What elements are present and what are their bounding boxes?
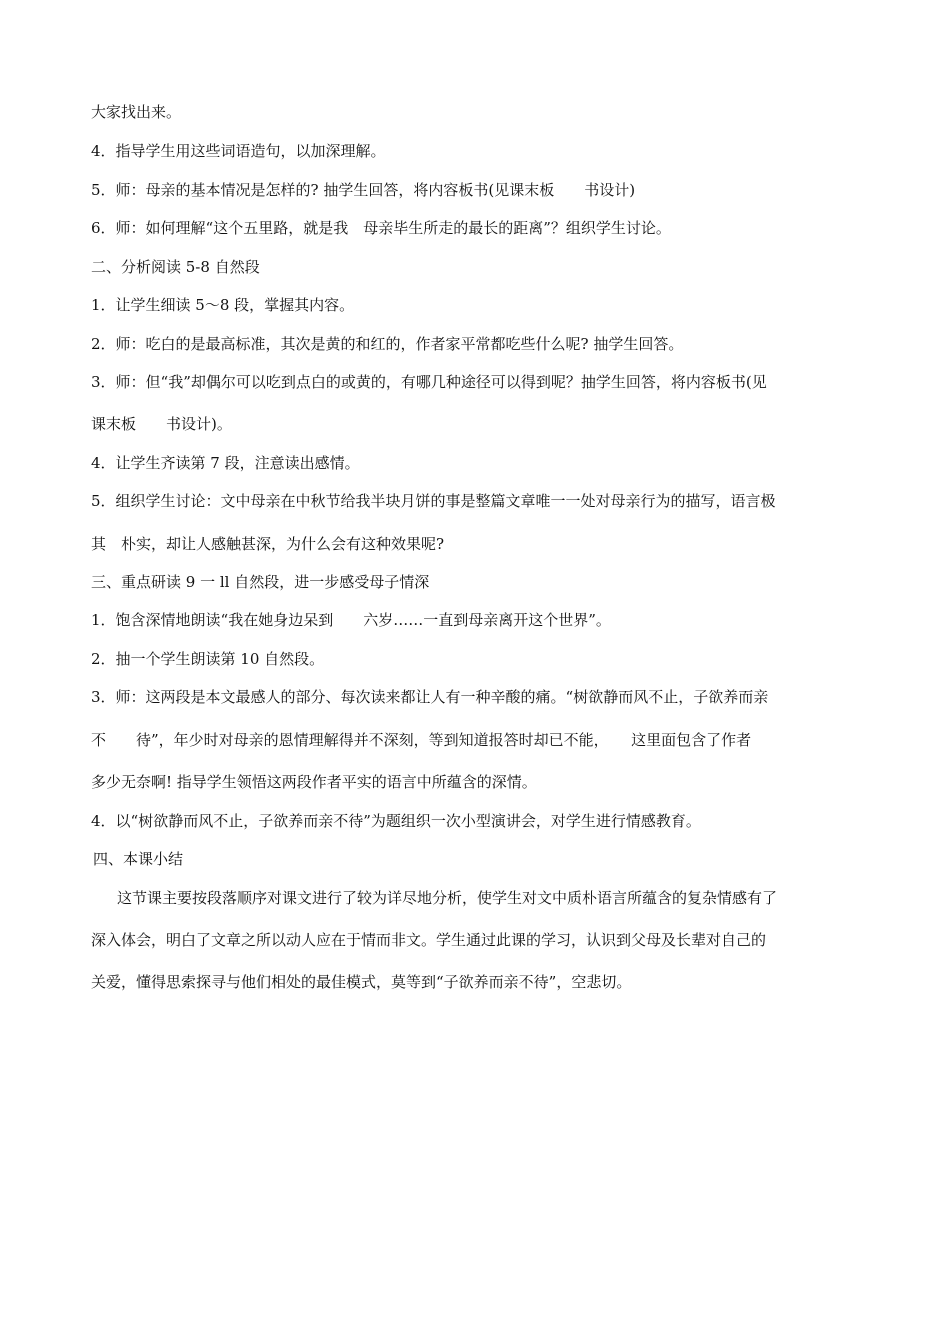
- text-line: 5．组织学生讨论：文中母亲在中秋节给我半块月饼的事是整篇文章唯一一处对母亲行为的描写，语言极: [91, 492, 776, 510]
- text-line: 关爱，懂得思索探寻与他们相处的最佳模式，莫等到“子欲养而亲不待”，空悲切。: [91, 973, 632, 991]
- text-line: 2．师：吃白的是最高标准，其次是黄的和红的，作者家平常都吃些什么呢? 抽学生回答。: [91, 335, 684, 353]
- text-line: 这节课主要按段落顺序对课文进行了较为详尽地分析，使学生对文中质朴语言所蕴含的复杂情感有了: [117, 889, 778, 907]
- text-line: 4．指导学生用这些词语造句，以加深理解。: [91, 142, 386, 160]
- section-heading: 三、重点研读 9 一 ll 自然段，进一步感受母子情深: [91, 573, 430, 591]
- text-line: 3．师：但“我”却偶尔可以吃到点白的或黄的，有哪几种途径可以得到呢？抽学生回答，将内容板书(见: [91, 373, 767, 391]
- text-line: 深入体会，明白了文章之所以动人应在于情而非文。学生通过此课的学习，认识到父母及长辈对自己的: [91, 931, 767, 949]
- section-heading: 四、本课小结: [93, 850, 184, 868]
- text-line: 6．师：如何理解“这个五里路，就是我 母亲毕生所走的最长的距离”？组织学生讨论。: [91, 219, 671, 237]
- text-line: 4．让学生齐读第 7 段，注意读出感情。: [91, 454, 360, 472]
- text-line: 5．师：母亲的基本情况是怎样的? 抽学生回答，将内容板书(见课末板 书设计): [91, 181, 636, 199]
- text-line: 4．以“树欲静而风不止，子欲养而亲不待”为题组织一次小型演讲会，对学生进行情感教育。: [91, 812, 701, 830]
- text-line: 课末板 书设计)。: [91, 415, 232, 433]
- text-line: 其 朴实，却让人感触甚深，为什么会有这种效果呢?: [91, 535, 445, 553]
- text-line: 1．让学生细读 5～8 段，掌握其内容。: [91, 296, 355, 314]
- text-line: 大家找出来。: [91, 103, 182, 121]
- section-heading: 二、分析阅读 5-8 自然段: [91, 258, 260, 276]
- text-line: 2．抽一个学生朗读第 10 自然段。: [91, 650, 325, 668]
- text-line: 3．师：这两段是本文最感人的部分、每次读来都让人有一种辛酸的痛。“树欲静而风不止，子欲养而亲: [91, 688, 769, 706]
- text-line: 不 待”，年少时对母亲的恩情理解得并不深刻，等到知道报答时却已不能， 这里面包含了作者: [91, 731, 752, 749]
- text-line: 1．饱含深情地朗读“我在她身边呆到 六岁……一直到母亲离开这个世界”。: [91, 611, 611, 629]
- text-line: 多少无奈啊! 指导学生领悟这两段作者平实的语言中所蕴含的深情。: [91, 773, 537, 791]
